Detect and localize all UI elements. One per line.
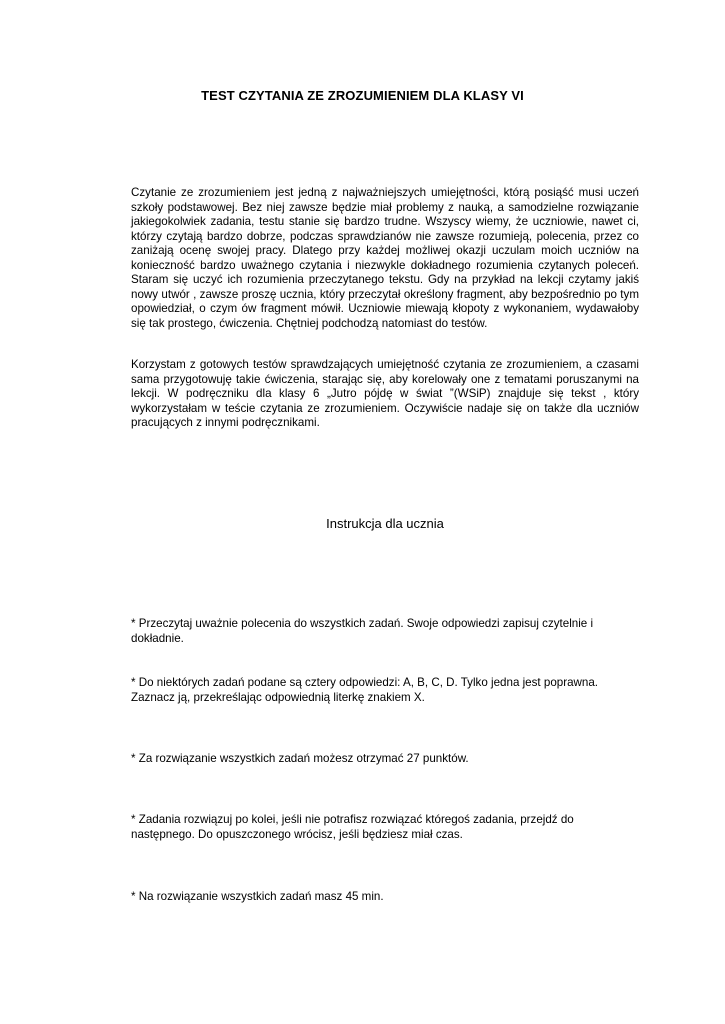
instruction-item: * Na rozwiązanie wszystkich zadań masz 45 min. bbox=[131, 890, 384, 903]
page-title: TEST CZYTANIA ZE ZROZUMIENIEM DLA KLASY VI bbox=[201, 88, 524, 103]
instruction-item: * Do niektórych zadań podane są cztery odpowiedzi: A, B, C, D. Tylko jedna jest poprawna. Zaznacz ją, przekreślając odpowiednią literkę znakiem X. bbox=[131, 676, 599, 704]
intro-paragraph-2: Korzystam z gotowych testów sprawdzających umiejętność czytania ze zrozumieniem, a czasami sama przygotowuję takie ćwiczenia, starając się, aby korelowały one z tematami poruszanymi na lekcji. W podręczniku dla klasy 6 „Jutro pójdę w świat ”(WSiP) znajduje się tekst , który wykorzystałam w teście czytania ze zrozumieniem. Oczywiście nadaje się on także dla uczniów pracujących z innymi podręcznikami. bbox=[131, 358, 639, 429]
intro-paragraph-1: Czytanie ze zrozumieniem jest jedną z najważniejszych umiejętności, którą posiąść musi uczeń szkoły podstawowej. Bez niej zawsze będzie miał problemy z nauką, a samodzielne rozwiązanie jakiegokolwiek zadania, testu stanie się bardzo trudne. Wszyscy wiemy, że uczniowie, nawet ci, którzy czytają bardzo dobrze, podczas sprawdzianów nie zawsze rozumieją, polecenia, przez co zaniżają ocenę swojej pracy. Dlatego przy każdej możliwej okazji uczulam moich uczniów na konieczność bardzo uważnego czytania i niezwykle dokładnego rozumienia czytanych poleceń. Staram się uczyć ich rozumienia przeczytanego tekstu. Gdy na przykład na lekcji czytamy jakiś nowy utwór , zawsze proszę ucznia, który przeczytał określony fragment, aby bezpośrednio po tym opowiedział, o czym ów fragment mówił. Uczniowie miewają kłopoty z wykonaniem, wydawałoby się tak prostego, ćwiczenia. Chętniej podchodzą natomiast do testów. bbox=[131, 186, 639, 330]
instruction-item: * Przeczytaj uważnie polecenia do wszystkich zadań. Swoje odpowiedzi zapisuj czytelnie i dokładnie. bbox=[131, 617, 594, 645]
instruction-item: * Zadania rozwiązuj po kolei, jeśli nie potrafisz rozwiązać któregoś zadania, przejdź do następnego. Do opuszczonego wrócisz, jeśli będziesz miał czas. bbox=[131, 813, 574, 841]
instruction-item: * Za rozwiązanie wszystkich zadań możesz otrzymać 27 punktów. bbox=[131, 752, 469, 765]
instructions-heading: Instrukcja dla ucznia bbox=[326, 516, 444, 531]
